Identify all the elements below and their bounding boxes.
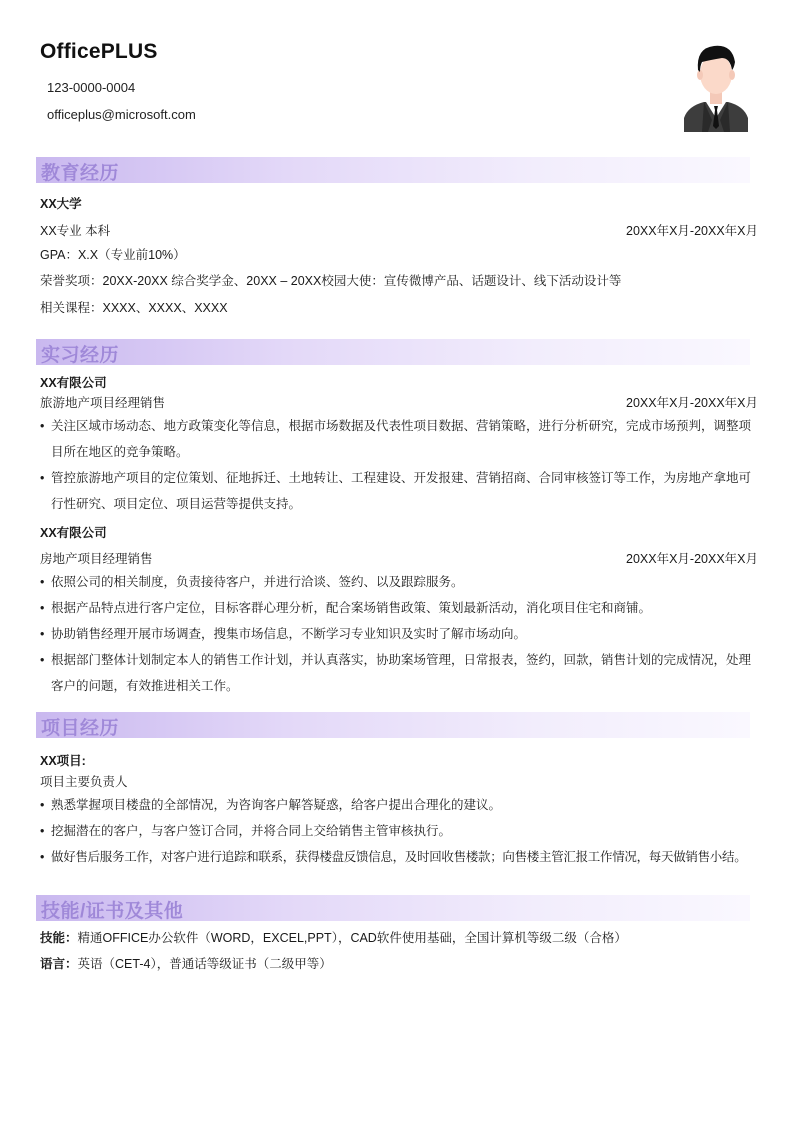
section-title: 技能/证书及其他 [41,901,184,922]
section-project [36,712,750,738]
project-role: 项目主要负责人 [40,775,128,789]
gpa: GPA：X.X（专业前10%） [40,248,186,262]
list-item: • 熟悉掌握项目楼盘的全部情况，为咨询客户解答疑惑，给客户提出合理化的建议。 [40,798,502,812]
education-date: 20XX年X月-20XX年X月 [626,224,758,238]
job-date: 20XX年X月-20XX年X月 [626,396,758,410]
language-text: 英语（CET-4），普通话等级证书（二级甲等） [77,957,332,971]
section-skills [36,895,750,921]
list-item: • 协助销售经理开展市场调查，搜集市场信息，不断学习专业知识及实时了解市场动向。 [40,627,527,641]
email-address: officeplus@microsoft.com [47,107,196,122]
list-item: • 挖掘潜在的客户，与客户签订合同，并将合同上交给销售主管审核执行。 [40,824,452,838]
list-item: • 关注区域市场动态、地方政策变化等信息，根据市场数据及代表性项目数据、营销策略，进行分析研究，完成市场预判，调整项目所在地区的竞争策略。 [40,419,752,459]
list-item: • 做好售后服务工作，对客户进行追踪和联系，获得楼盘反馈信息，及时回收售楼款；向售楼主管汇报工作情况，每天做销售小结。 [40,850,747,864]
company-name: XX有限公司 [40,526,107,540]
section-title: 项目经历 [41,718,120,739]
major: XX专业 本科 [40,224,111,238]
list-item: • 管控旅游地产项目的定位策划、征地拆迁、土地转让、工程建设、开发报建、营销招商、合同审核签订等工作，为房地产拿地可行性研究、项目定位、项目运营等提供支持。 [40,471,752,511]
language-line [40,954,332,972]
job-date: 20XX年X月-20XX年X月 [626,552,758,566]
section-internship [36,339,750,365]
job-role: 旅游地产项目经理销售 [40,396,166,410]
courses: 相关课程：XXXX、XXXX、XXXX [40,301,228,315]
honors: 荣誉奖项：20XX-20XX 综合奖学金、20XX – 20XX校园大使：宣传微博产品、话题设计、线下活动设计等 [40,274,622,288]
list-item: • 根据部门整体计划制定本人的销售工作计划，并认真落实，协助案场管理，日常报表，签约，回款，销售计划的完成情况，处理客户的问题，有效推进相关工作。 [40,653,752,693]
list-item: • 根据产品特点进行客户定位，目标客群心理分析，配合案场销售政策、策划最新活动，消化项目住宅和商铺。 [40,601,652,615]
section-education [36,157,750,183]
project-name: XX项目: [40,754,86,768]
candidate-name: OfficePLUS [40,40,158,63]
skills-line [40,928,627,946]
list-item: • 依照公司的相关制度，负责接待客户，并进行洽谈、签约、以及跟踪服务。 [40,575,464,589]
language-label: 语言： [40,957,78,971]
section-title: 教育经历 [41,163,120,184]
skills-label: 技能： [40,931,78,945]
school-name: XX大学 [40,197,82,211]
skills-text: 精通OFFICE办公软件（WORD，EXCEL,PPT），CAD软件使用基础，全国计算机等级二级（合格） [77,931,627,945]
avatar [682,40,750,132]
company-name: XX有限公司 [40,376,107,390]
phone-number: 123-0000-0004 [47,80,136,95]
section-title: 实习经历 [41,345,120,366]
job-role: 房地产项目经理销售 [40,552,153,566]
